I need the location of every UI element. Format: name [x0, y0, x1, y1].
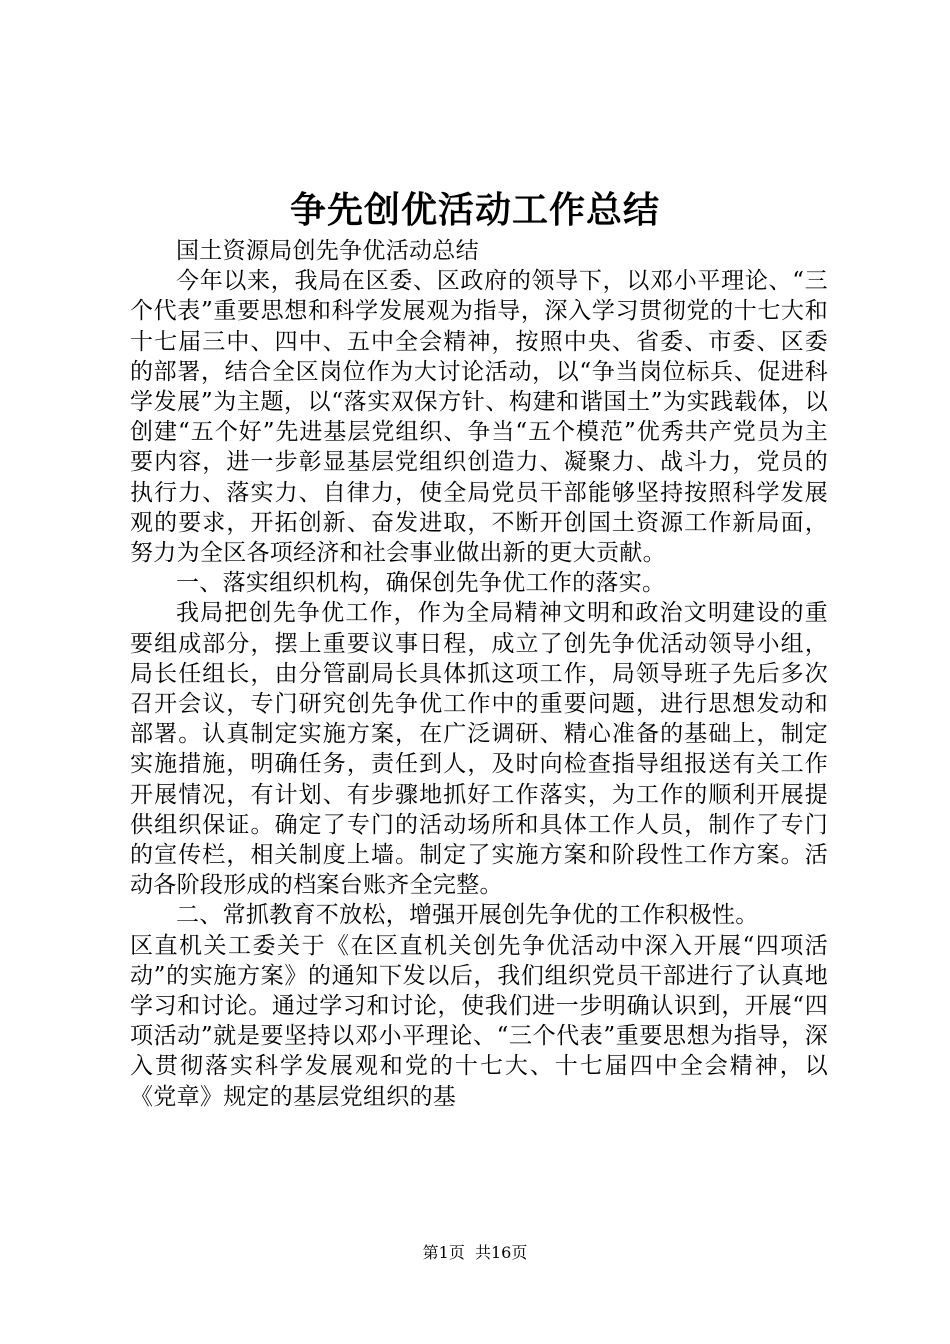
paragraph-section-2: 区直机关工委关于《在区直机关创先争优活动中深入开展“四项活动”的实施方案》的通知下发以后，我们组织党员干部进行了认真地学习和讨论。通过学习和讨论，使我们进一步明确认识到，开展“四项活动”就是要坚持以邓小平理论、“三个代表”重要思想为指导，深入贯彻落实科学发展观和党的十七大、十七届四中全会精神，以《党章》规定的基层党组织的基	[130, 932, 828, 1110]
paragraph-section-1: 我局把创先争优工作，作为全局精神文明和政治文明建设的重要组成部分，摆上重要议事日程，成立了创先争优活动领导小组，局长任组长，由分管副局长具体抓这项工作，局领导班子先后多次召开会议，专门研究创先争优工作中的重要问题，进行思想发动和部署。认真制定实施方案，在广泛调研、精心准备的基础上，制定实施措施，明确任务，责任到人，及时向检查指导组报送有关工作开展情况，有计划、有步骤地抓好工作落实，为工作的顺利开展提供组织保证。确定了专门的活动场所和具体工作人员，制作了专门的宣传栏，相关制度上墙。制定了实施方案和阶段性工作方案。活动各阶段形成的档案台账齐全完整。	[130, 600, 828, 899]
document-title: 争先创优活动工作总结	[289, 189, 660, 231]
page-number: 第1页 共16页	[422, 1243, 528, 1262]
paragraph-heading-1: 一、落实组织机构，确保创先争优工作的落实。	[176, 570, 666, 597]
document-body	[130, 236, 828, 1112]
paragraph-subtitle: 国土资源局创先争优活动总结	[176, 238, 479, 264]
paragraph-intro: 今年以来，我局在区委、区政府的领导下，以邓小平理论、“三个代表”重要思想和科学发展观为指导，深入学习贯彻党的十七大和十七届三中、四中、五中全会精神，按照中央、省委、市委、区委的部署，结合全区岗位作为大讨论活动，以“争当岗位标兵、促进科学发展”为主题，以“落实双保方针、构建和谐国土”为实践载体，以创建“五个好”先进基层党组织、争当“五个模范”优秀共产党员为主要内容，进一步彰显基层党组织创造力、凝聚力、战斗力，党员的执行力、落实力、自律力，使全局党员干部能够坚持按照科学发展观的要求，开拓创新、奋发进取，不断开创国土资源工作新局面，努力为全区各项经济和社会事业做出新的更大贡献。	[130, 268, 828, 567]
page-footer	[0, 1242, 950, 1264]
paragraph-heading-2: 二、常抓教育不放松，增强开展创先争优的工作积极性。	[176, 902, 759, 929]
